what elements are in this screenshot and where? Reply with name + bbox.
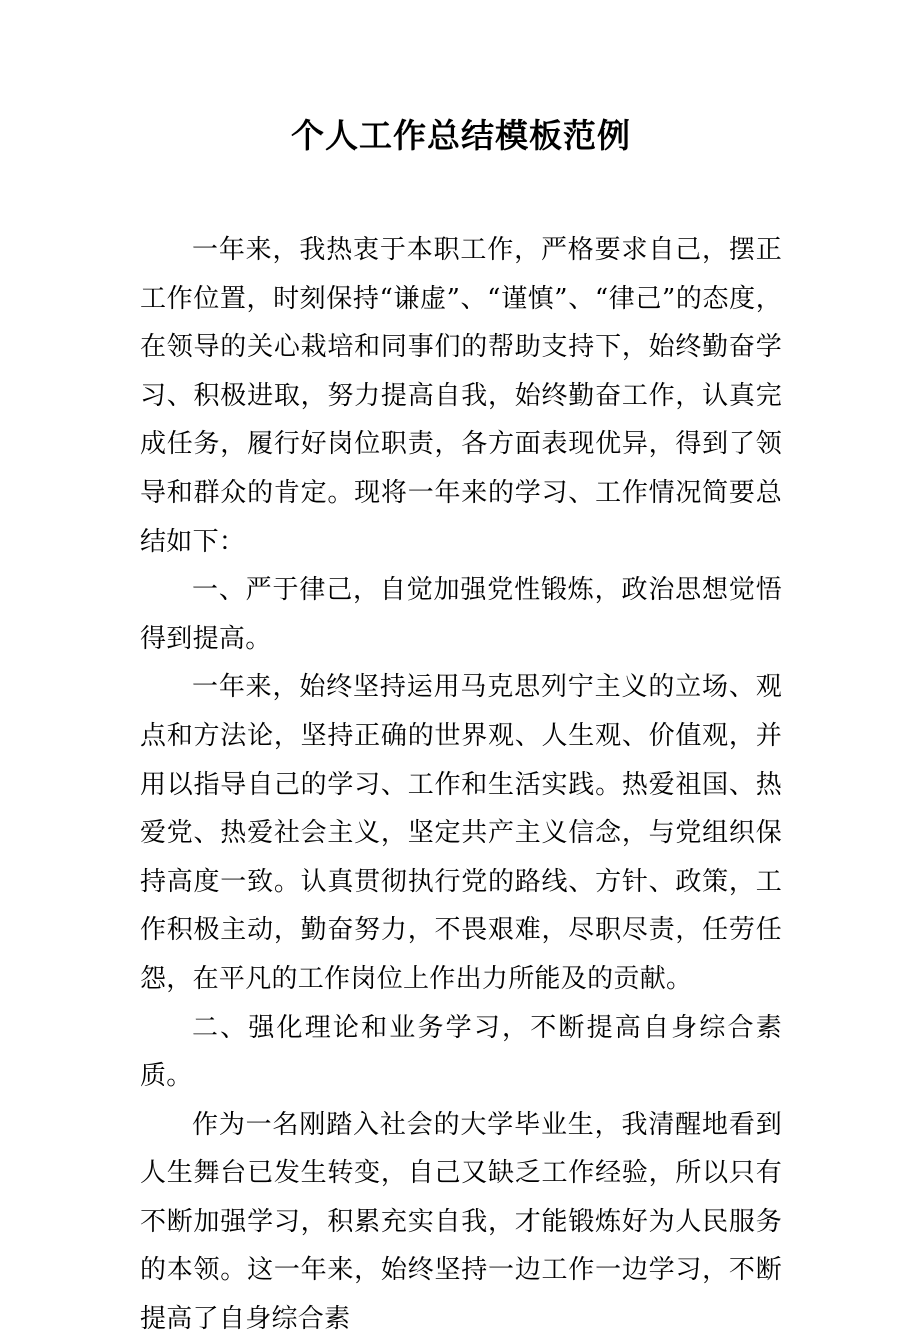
section-heading-2: 二、强化理论和业务学习，不断提高自身综合素质。: [140, 1012, 782, 1092]
document-body: [140, 226, 782, 1344]
paragraph-section-2: 作为一名刚踏入社会的大学毕业生，我清醒地看到人生舞台已发生转变，自己又缺乏工作经验，所以只有不断加强学习，积累充实自我，才能锻炼好为人民服务的本领。这一年来，始终坚持一边工作一边学习，不断提高了自身综合素: [140, 1109, 782, 1335]
section-heading-1: 一、严于律己，自觉加强党性锻炼，政治思想觉悟得到提高。: [140, 575, 782, 654]
paragraph-section-1: 一年来，始终坚持运用马克思列宁主义的立场、观点和方法论，坚持正确的世界观、人生观、价值观，并用以指导自己的学习、工作和生活实践。热爱祖国、热爱党、热爱社会主义，坚定共产主义信念，与党组织保持高度一致。认真贯彻执行党的路线、方针、政策，工作积极主动，勤奋努力，不畏艰难，尽职尽责，任劳任怨，在平凡的工作岗位上作出力所能及的贡献。: [140, 672, 782, 994]
paragraph-intro: 一年来，我热衷于本职工作，严格要求自己，摆正工作位置，时刻保持“谦虚”、“谨慎”、“律己”的态度，在领导的关心栽培和同事们的帮助支持下，始终勤奋学习、积极进取，努力提高自我，始终勤奋工作，认真完成任务，履行好岗位职责，各方面表现优异，得到了领导和群众的肯定。现将一年来的学习、工作情况简要总结如下：: [140, 235, 782, 557]
document-title: 个人工作总结模板范例: [291, 116, 631, 155]
